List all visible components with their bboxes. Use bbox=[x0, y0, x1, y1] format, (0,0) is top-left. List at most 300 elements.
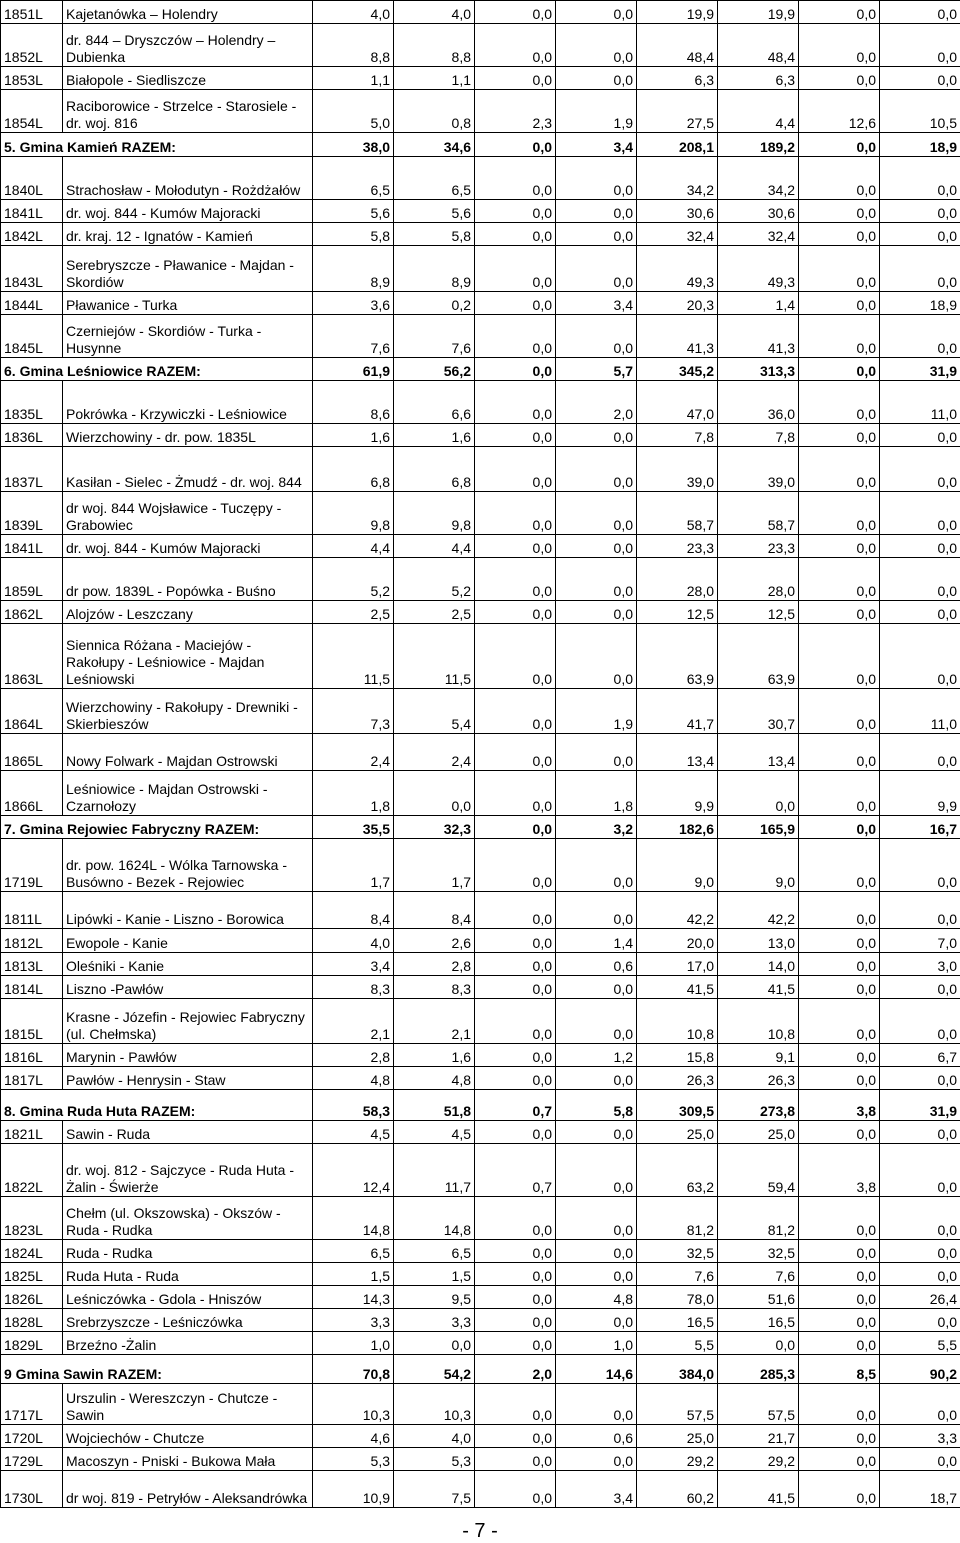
value-cell: 0,0 bbox=[475, 1471, 556, 1508]
value-cell: 1,9 bbox=[556, 689, 637, 734]
value-cell: 32,4 bbox=[637, 223, 718, 246]
gmina-total-label: 6. Gmina Leśniowice RAZEM: bbox=[1, 358, 313, 381]
value-cell: 12,5 bbox=[718, 601, 799, 624]
value-cell: 4,0 bbox=[313, 1, 394, 24]
value-cell: 6,6 bbox=[394, 381, 475, 424]
value-cell: 11,5 bbox=[313, 624, 394, 689]
value-cell: 0,0 bbox=[799, 1286, 880, 1309]
value-cell: 26,4 bbox=[880, 1286, 960, 1309]
road-number: 1845L bbox=[1, 315, 63, 358]
value-cell: 0,7 bbox=[475, 1144, 556, 1197]
value-cell: 0,0 bbox=[880, 315, 960, 358]
value-cell: 0,0 bbox=[475, 624, 556, 689]
value-cell: 12,5 bbox=[637, 601, 718, 624]
road-row bbox=[1, 292, 960, 315]
value-cell: 0,0 bbox=[556, 1144, 637, 1197]
value-cell: 0,0 bbox=[799, 1, 880, 24]
value-cell: 0,0 bbox=[718, 771, 799, 816]
value-cell: 7,8 bbox=[718, 424, 799, 447]
road-number: 1865L bbox=[1, 734, 63, 771]
value-cell: 0,0 bbox=[799, 976, 880, 999]
value-cell: 58,7 bbox=[637, 492, 718, 535]
value-cell: 6,5 bbox=[313, 1240, 394, 1263]
road-name: Lipówki - Kanie - Liszno - Borowica bbox=[63, 892, 313, 929]
road-row bbox=[1, 1309, 960, 1332]
value-cell: 5,3 bbox=[313, 1448, 394, 1471]
value-cell: 27,5 bbox=[637, 90, 718, 133]
road-name: Raciborowice - Strzelce - Starosiele - dr. woj. 816 bbox=[63, 90, 313, 133]
road-name: Alojzów - Leszczany bbox=[63, 601, 313, 624]
road-row bbox=[1, 999, 960, 1044]
road-name: Marynin - Pawłów bbox=[63, 1044, 313, 1067]
road-row bbox=[1, 1384, 960, 1425]
value-cell: 5,6 bbox=[394, 200, 475, 223]
value-cell: 2,8 bbox=[394, 953, 475, 976]
value-cell: 38,0 bbox=[313, 133, 394, 157]
value-cell: 16,7 bbox=[880, 816, 960, 839]
value-cell: 3,2 bbox=[556, 816, 637, 839]
value-cell: 21,7 bbox=[718, 1425, 799, 1448]
road-row bbox=[1, 381, 960, 424]
value-cell: 42,2 bbox=[637, 892, 718, 929]
road-row bbox=[1, 90, 960, 133]
value-cell: 35,5 bbox=[313, 816, 394, 839]
value-cell: 0,0 bbox=[799, 246, 880, 292]
value-cell: 0,0 bbox=[799, 24, 880, 67]
value-cell: 8,9 bbox=[394, 246, 475, 292]
value-cell: 0,0 bbox=[799, 624, 880, 689]
road-number: 1824L bbox=[1, 1240, 63, 1263]
value-cell: 0,0 bbox=[880, 1197, 960, 1240]
road-name: dr pow. 1839L - Popówka - Buśno bbox=[63, 558, 313, 601]
road-name: Urszulin - Wereszczyn - Chutcze - Sawin bbox=[63, 1384, 313, 1425]
value-cell: 0,0 bbox=[799, 1044, 880, 1067]
value-cell: 4,4 bbox=[394, 535, 475, 558]
road-name: dr. kraj. 12 - Ignatów - Kamień bbox=[63, 223, 313, 246]
value-cell: 3,3 bbox=[880, 1425, 960, 1448]
value-cell: 6,8 bbox=[394, 447, 475, 492]
road-name: dr woj. 844 Wojsławice - Tuczępy - Grabowiec bbox=[63, 492, 313, 535]
value-cell: 0,0 bbox=[880, 157, 960, 200]
value-cell: 41,7 bbox=[637, 689, 718, 734]
value-cell: 58,7 bbox=[718, 492, 799, 535]
road-number: 1866L bbox=[1, 771, 63, 816]
value-cell: 25,0 bbox=[718, 1121, 799, 1144]
road-number: 1729L bbox=[1, 1448, 63, 1471]
road-number: 1853L bbox=[1, 67, 63, 90]
road-number: 1717L bbox=[1, 1384, 63, 1425]
value-cell: 0,0 bbox=[799, 381, 880, 424]
value-cell: 0,0 bbox=[475, 1263, 556, 1286]
value-cell: 5,8 bbox=[394, 223, 475, 246]
road-number: 1730L bbox=[1, 1471, 63, 1508]
value-cell: 0,0 bbox=[475, 999, 556, 1044]
value-cell: 1,2 bbox=[556, 1044, 637, 1067]
value-cell: 0,0 bbox=[799, 67, 880, 90]
road-number: 1862L bbox=[1, 601, 63, 624]
value-cell: 8,4 bbox=[394, 892, 475, 929]
value-cell: 0,0 bbox=[556, 839, 637, 892]
road-row bbox=[1, 1, 960, 24]
value-cell: 57,5 bbox=[718, 1384, 799, 1425]
value-cell: 17,0 bbox=[637, 953, 718, 976]
value-cell: 0,0 bbox=[880, 535, 960, 558]
value-cell: 0,0 bbox=[556, 734, 637, 771]
value-cell: 0,0 bbox=[475, 771, 556, 816]
value-cell: 0,0 bbox=[799, 953, 880, 976]
value-cell: 61,9 bbox=[313, 358, 394, 381]
value-cell: 8,8 bbox=[313, 24, 394, 67]
value-cell: 10,3 bbox=[394, 1384, 475, 1425]
value-cell: 8,6 bbox=[313, 381, 394, 424]
value-cell: 0,0 bbox=[880, 624, 960, 689]
value-cell: 7,6 bbox=[394, 315, 475, 358]
road-row bbox=[1, 1286, 960, 1309]
value-cell: 19,9 bbox=[637, 1, 718, 24]
value-cell: 18,9 bbox=[880, 133, 960, 157]
value-cell: 0,0 bbox=[880, 246, 960, 292]
value-cell: 6,3 bbox=[637, 67, 718, 90]
value-cell: 7,6 bbox=[718, 1263, 799, 1286]
value-cell: 2,1 bbox=[313, 999, 394, 1044]
road-name: Brzeźno -Żalin bbox=[63, 1332, 313, 1355]
value-cell: 0,0 bbox=[475, 689, 556, 734]
value-cell: 1,5 bbox=[313, 1263, 394, 1286]
value-cell: 5,3 bbox=[394, 1448, 475, 1471]
value-cell: 11,0 bbox=[880, 689, 960, 734]
value-cell: 8,3 bbox=[313, 976, 394, 999]
value-cell: 384,0 bbox=[637, 1355, 718, 1384]
road-number: 1829L bbox=[1, 1332, 63, 1355]
value-cell: 0,0 bbox=[880, 447, 960, 492]
value-cell: 0,0 bbox=[475, 1, 556, 24]
value-cell: 13,0 bbox=[718, 929, 799, 953]
value-cell: 3,6 bbox=[313, 292, 394, 315]
value-cell: 8,9 bbox=[313, 246, 394, 292]
value-cell: 5,7 bbox=[556, 358, 637, 381]
value-cell: 0,0 bbox=[799, 689, 880, 734]
value-cell: 11,7 bbox=[394, 1144, 475, 1197]
value-cell: 5,5 bbox=[637, 1332, 718, 1355]
value-cell: 0,0 bbox=[880, 976, 960, 999]
value-cell: 0,0 bbox=[799, 157, 880, 200]
value-cell: 3,3 bbox=[394, 1309, 475, 1332]
value-cell: 285,3 bbox=[718, 1355, 799, 1384]
value-cell: 0,0 bbox=[475, 1425, 556, 1448]
value-cell: 8,5 bbox=[799, 1355, 880, 1384]
value-cell: 0,0 bbox=[880, 558, 960, 601]
value-cell: 0,0 bbox=[880, 1144, 960, 1197]
value-cell: 7,6 bbox=[637, 1263, 718, 1286]
value-cell: 47,0 bbox=[637, 381, 718, 424]
value-cell: 20,3 bbox=[637, 292, 718, 315]
road-name: Chełm (ul. Okszowska) - Okszów - Ruda - Rudka bbox=[63, 1197, 313, 1240]
road-number: 1864L bbox=[1, 689, 63, 734]
gmina-total-label: 8. Gmina Ruda Huta RAZEM: bbox=[1, 1090, 313, 1121]
value-cell: 29,2 bbox=[718, 1448, 799, 1471]
value-cell: 6,8 bbox=[313, 447, 394, 492]
value-cell: 5,4 bbox=[394, 689, 475, 734]
value-cell: 0,0 bbox=[475, 1384, 556, 1425]
value-cell: 4,6 bbox=[313, 1425, 394, 1448]
value-cell: 13,4 bbox=[718, 734, 799, 771]
value-cell: 5,6 bbox=[313, 200, 394, 223]
value-cell: 9,0 bbox=[637, 839, 718, 892]
road-row bbox=[1, 492, 960, 535]
value-cell: 4,5 bbox=[313, 1121, 394, 1144]
value-cell: 11,0 bbox=[880, 381, 960, 424]
value-cell: 0,0 bbox=[475, 1067, 556, 1090]
value-cell: 0,0 bbox=[475, 558, 556, 601]
value-cell: 31,9 bbox=[880, 358, 960, 381]
value-cell: 0,0 bbox=[556, 999, 637, 1044]
value-cell: 0,0 bbox=[799, 1471, 880, 1508]
value-cell: 0,0 bbox=[880, 1121, 960, 1144]
value-cell: 6,3 bbox=[718, 67, 799, 90]
value-cell: 0,0 bbox=[475, 67, 556, 90]
road-number: 1854L bbox=[1, 90, 63, 133]
road-number: 1814L bbox=[1, 976, 63, 999]
value-cell: 0,0 bbox=[475, 1197, 556, 1240]
value-cell: 0,0 bbox=[799, 1309, 880, 1332]
value-cell: 0,0 bbox=[880, 734, 960, 771]
value-cell: 31,9 bbox=[880, 1090, 960, 1121]
value-cell: 19,9 bbox=[718, 1, 799, 24]
value-cell: 6,5 bbox=[394, 157, 475, 200]
value-cell: 3,4 bbox=[313, 953, 394, 976]
road-name: Wierzchowiny - dr. pow. 1835L bbox=[63, 424, 313, 447]
value-cell: 1,6 bbox=[313, 424, 394, 447]
value-cell: 0,0 bbox=[799, 292, 880, 315]
value-cell: 13,4 bbox=[637, 734, 718, 771]
value-cell: 6,7 bbox=[880, 1044, 960, 1067]
value-cell: 0,0 bbox=[799, 929, 880, 953]
road-row bbox=[1, 1044, 960, 1067]
gmina-total-label: 5. Gmina Kamień RAZEM: bbox=[1, 133, 313, 157]
value-cell: 2,4 bbox=[394, 734, 475, 771]
value-cell: 0,0 bbox=[880, 1309, 960, 1332]
value-cell: 39,0 bbox=[718, 447, 799, 492]
road-number: 1813L bbox=[1, 953, 63, 976]
value-cell: 0,0 bbox=[799, 892, 880, 929]
value-cell: 48,4 bbox=[718, 24, 799, 67]
value-cell: 0,0 bbox=[556, 223, 637, 246]
value-cell: 41,5 bbox=[718, 976, 799, 999]
value-cell: 63,2 bbox=[637, 1144, 718, 1197]
value-cell: 0,0 bbox=[556, 1067, 637, 1090]
value-cell: 0,0 bbox=[799, 734, 880, 771]
value-cell: 9,8 bbox=[394, 492, 475, 535]
value-cell: 12,6 bbox=[799, 90, 880, 133]
road-name: Serebryszcze - Pławanice - Majdan - Skordiów bbox=[63, 246, 313, 292]
road-number: 1826L bbox=[1, 1286, 63, 1309]
value-cell: 9,8 bbox=[313, 492, 394, 535]
value-cell: 7,0 bbox=[880, 929, 960, 953]
value-cell: 63,9 bbox=[718, 624, 799, 689]
value-cell: 5,2 bbox=[313, 558, 394, 601]
value-cell: 41,3 bbox=[718, 315, 799, 358]
road-row bbox=[1, 1263, 960, 1286]
value-cell: 0,0 bbox=[799, 816, 880, 839]
value-cell: 7,3 bbox=[313, 689, 394, 734]
value-cell: 30,6 bbox=[637, 200, 718, 223]
value-cell: 0,0 bbox=[475, 246, 556, 292]
value-cell: 15,8 bbox=[637, 1044, 718, 1067]
value-cell: 4,0 bbox=[313, 929, 394, 953]
value-cell: 0,0 bbox=[799, 1197, 880, 1240]
value-cell: 90,2 bbox=[880, 1355, 960, 1384]
value-cell: 0,0 bbox=[475, 492, 556, 535]
road-row bbox=[1, 1240, 960, 1263]
road-name: Pławanice - Turka bbox=[63, 292, 313, 315]
value-cell: 11,5 bbox=[394, 624, 475, 689]
gmina-total-row bbox=[1, 358, 960, 381]
gmina-total-row bbox=[1, 1090, 960, 1121]
value-cell: 59,4 bbox=[718, 1144, 799, 1197]
value-cell: 1,0 bbox=[313, 1332, 394, 1355]
value-cell: 0,0 bbox=[556, 67, 637, 90]
road-name: Liszno -Pawłów bbox=[63, 976, 313, 999]
road-number: 1842L bbox=[1, 223, 63, 246]
value-cell: 41,3 bbox=[637, 315, 718, 358]
road-number: 1843L bbox=[1, 246, 63, 292]
value-cell: 0,0 bbox=[880, 601, 960, 624]
value-cell: 0,0 bbox=[799, 200, 880, 223]
value-cell: 0,0 bbox=[556, 492, 637, 535]
value-cell: 7,8 bbox=[637, 424, 718, 447]
value-cell: 2,0 bbox=[556, 381, 637, 424]
value-cell: 0,0 bbox=[475, 1309, 556, 1332]
road-row bbox=[1, 67, 960, 90]
value-cell: 0,0 bbox=[475, 315, 556, 358]
value-cell: 7,5 bbox=[394, 1471, 475, 1508]
value-cell: 182,6 bbox=[637, 816, 718, 839]
road-number: 1828L bbox=[1, 1309, 63, 1332]
road-number: 1841L bbox=[1, 200, 63, 223]
value-cell: 0,0 bbox=[799, 558, 880, 601]
value-cell: 8,4 bbox=[313, 892, 394, 929]
value-cell: 0,0 bbox=[799, 447, 880, 492]
value-cell: 6,5 bbox=[394, 1240, 475, 1263]
value-cell: 1,1 bbox=[394, 67, 475, 90]
road-name: Wojciechów - Chutcze bbox=[63, 1425, 313, 1448]
value-cell: 18,9 bbox=[880, 292, 960, 315]
value-cell: 189,2 bbox=[718, 133, 799, 157]
road-row bbox=[1, 976, 960, 999]
value-cell: 81,2 bbox=[718, 1197, 799, 1240]
gmina-total-row bbox=[1, 816, 960, 839]
road-name: Siennica Różana - Maciejów - Rakołupy - Leśniowice - Majdan Leśniowski bbox=[63, 624, 313, 689]
value-cell: 0,0 bbox=[880, 24, 960, 67]
value-cell: 0,0 bbox=[475, 839, 556, 892]
value-cell: 9,5 bbox=[394, 1286, 475, 1309]
value-cell: 0,0 bbox=[394, 1332, 475, 1355]
value-cell: 0,0 bbox=[475, 424, 556, 447]
value-cell: 0,0 bbox=[880, 1448, 960, 1471]
value-cell: 0,0 bbox=[475, 976, 556, 999]
road-name: dr. woj. 844 - Kumów Majoracki bbox=[63, 200, 313, 223]
road-row bbox=[1, 771, 960, 816]
value-cell: 0,0 bbox=[718, 1332, 799, 1355]
road-name: Krasne - Józefin - Rejowiec Fabryczny (ul. Chełmska) bbox=[63, 999, 313, 1044]
value-cell: 7,6 bbox=[313, 315, 394, 358]
road-name: Macoszyn - Pniski - Bukowa Mała bbox=[63, 1448, 313, 1471]
value-cell: 28,0 bbox=[637, 558, 718, 601]
value-cell: 10,3 bbox=[313, 1384, 394, 1425]
value-cell: 0,0 bbox=[394, 771, 475, 816]
value-cell: 26,3 bbox=[718, 1067, 799, 1090]
value-cell: 1,8 bbox=[313, 771, 394, 816]
value-cell: 208,1 bbox=[637, 133, 718, 157]
road-row bbox=[1, 424, 960, 447]
value-cell: 0,0 bbox=[799, 1240, 880, 1263]
value-cell: 0,0 bbox=[799, 315, 880, 358]
road-row bbox=[1, 1448, 960, 1471]
value-cell: 0,0 bbox=[880, 1240, 960, 1263]
value-cell: 42,2 bbox=[718, 892, 799, 929]
value-cell: 0,0 bbox=[556, 976, 637, 999]
value-cell: 30,6 bbox=[718, 200, 799, 223]
value-cell: 0,0 bbox=[475, 1240, 556, 1263]
value-cell: 0,0 bbox=[475, 133, 556, 157]
value-cell: 9,9 bbox=[637, 771, 718, 816]
value-cell: 16,5 bbox=[637, 1309, 718, 1332]
road-number: 1720L bbox=[1, 1425, 63, 1448]
value-cell: 3,3 bbox=[313, 1309, 394, 1332]
value-cell: 0,0 bbox=[475, 223, 556, 246]
road-row bbox=[1, 535, 960, 558]
road-number: 1836L bbox=[1, 424, 63, 447]
value-cell: 0,0 bbox=[556, 1121, 637, 1144]
value-cell: 49,3 bbox=[637, 246, 718, 292]
value-cell: 51,6 bbox=[718, 1286, 799, 1309]
value-cell: 0,7 bbox=[475, 1090, 556, 1121]
value-cell: 0,0 bbox=[799, 1425, 880, 1448]
value-cell: 9,1 bbox=[718, 1044, 799, 1067]
road-name: Wierzchowiny - Rakołupy - Drewniki - Skierbieszów bbox=[63, 689, 313, 734]
value-cell: 0,0 bbox=[799, 1121, 880, 1144]
value-cell: 0,0 bbox=[475, 200, 556, 223]
value-cell: 32,5 bbox=[637, 1240, 718, 1263]
road-number: 1811L bbox=[1, 892, 63, 929]
value-cell: 2,4 bbox=[313, 734, 394, 771]
road-name: Kajetanówka – Holendry bbox=[63, 1, 313, 24]
value-cell: 28,0 bbox=[718, 558, 799, 601]
value-cell: 0,0 bbox=[556, 1263, 637, 1286]
value-cell: 0,0 bbox=[880, 1263, 960, 1286]
value-cell: 5,8 bbox=[556, 1090, 637, 1121]
value-cell: 34,2 bbox=[637, 157, 718, 200]
value-cell: 48,4 bbox=[637, 24, 718, 67]
value-cell: 18,7 bbox=[880, 1471, 960, 1508]
road-name: Ewopole - Kanie bbox=[63, 929, 313, 953]
value-cell: 14,8 bbox=[313, 1197, 394, 1240]
road-name: dr. woj. 812 - Sajczyce - Ruda Huta - Żalin - Świerże bbox=[63, 1144, 313, 1197]
value-cell: 0,0 bbox=[475, 953, 556, 976]
value-cell: 41,5 bbox=[637, 976, 718, 999]
value-cell: 1,5 bbox=[394, 1263, 475, 1286]
value-cell: 0,0 bbox=[799, 492, 880, 535]
page-number: - 7 - bbox=[462, 1520, 498, 1542]
road-name: Pokrówka - Krzywiczki - Leśniowice bbox=[63, 381, 313, 424]
road-name: Leśniczówka - Gdola - Hniszów bbox=[63, 1286, 313, 1309]
value-cell: 0,0 bbox=[475, 1448, 556, 1471]
value-cell: 0,0 bbox=[475, 1121, 556, 1144]
road-row bbox=[1, 892, 960, 929]
value-cell: 0,0 bbox=[880, 424, 960, 447]
value-cell: 49,3 bbox=[718, 246, 799, 292]
road-row bbox=[1, 246, 960, 292]
